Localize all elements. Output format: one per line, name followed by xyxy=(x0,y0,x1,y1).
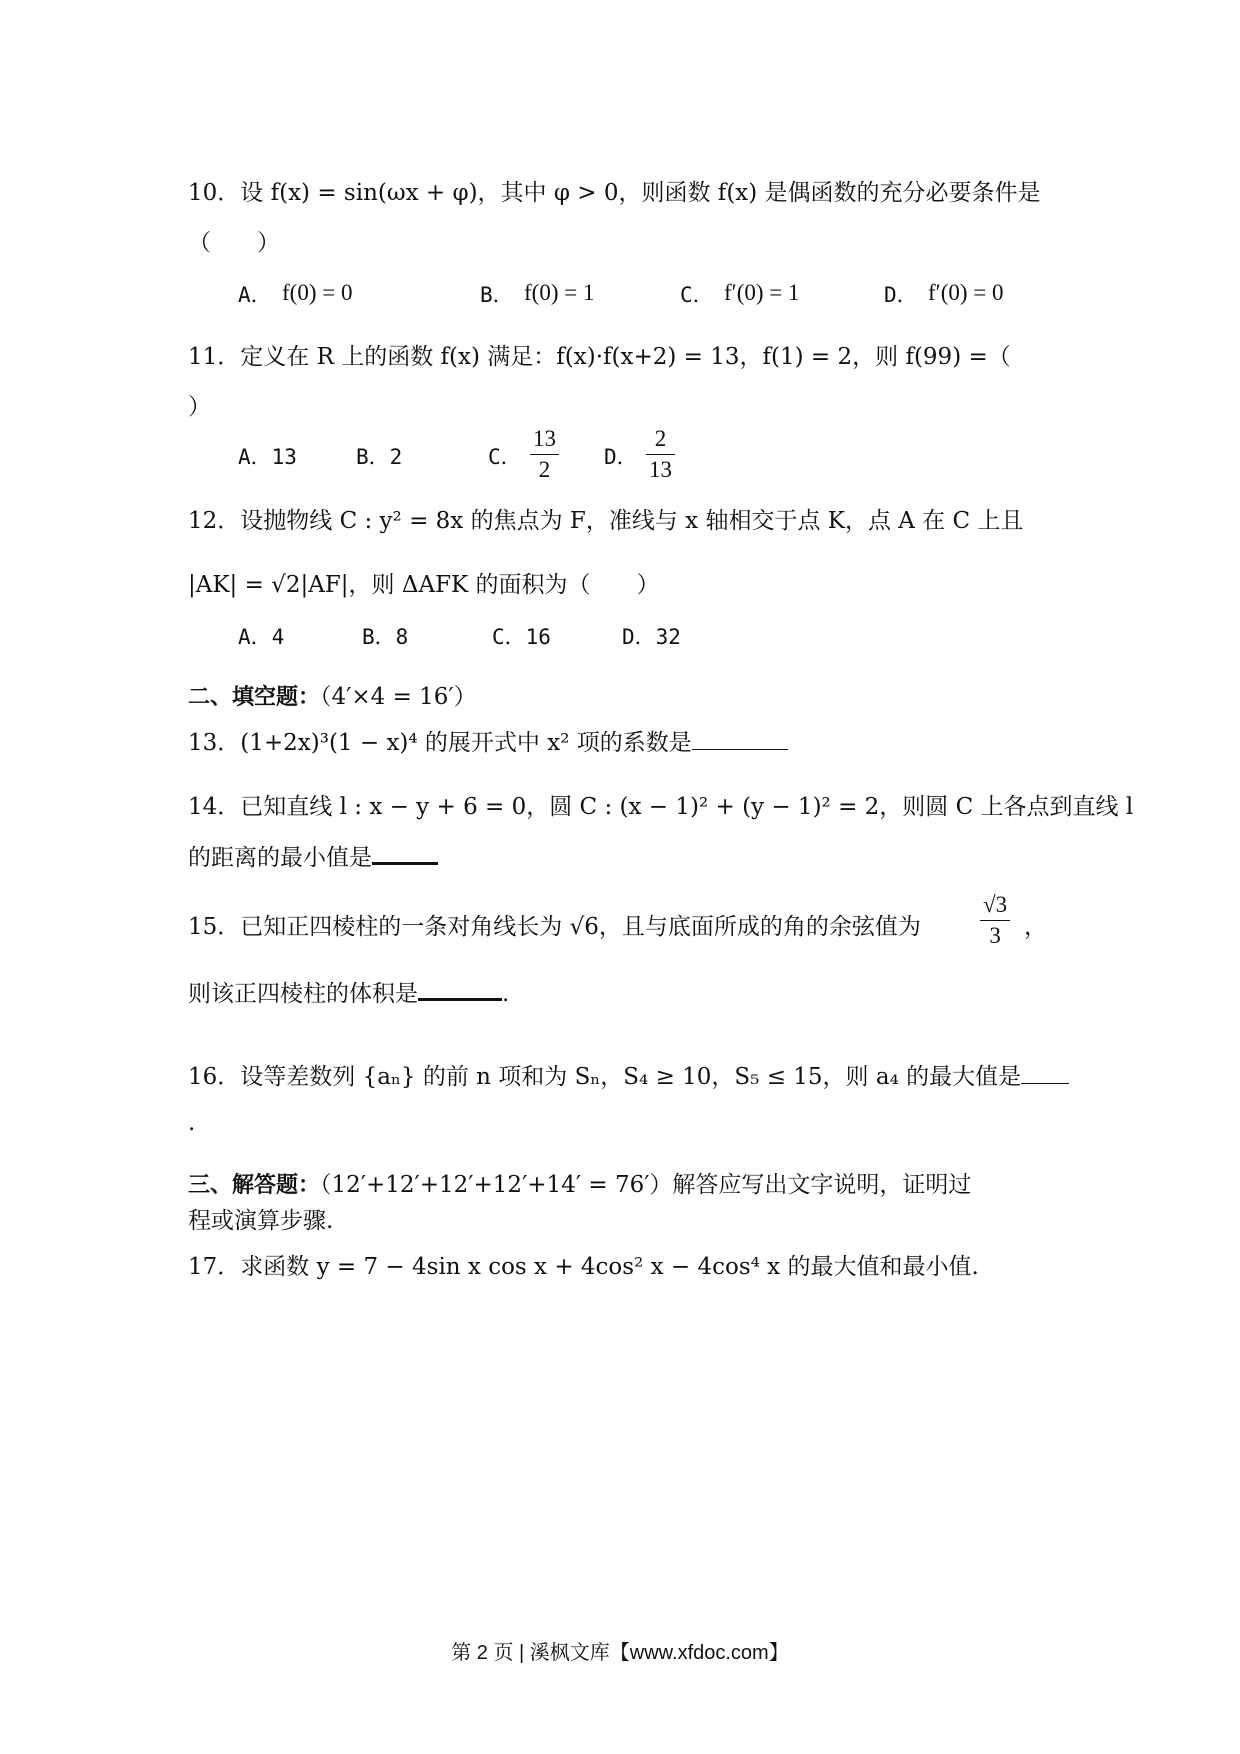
answer-paren: （ ） xyxy=(188,230,280,256)
question-number: 13． xyxy=(188,730,241,756)
question-15 xyxy=(188,910,921,944)
fraction-numerator: 2 xyxy=(646,424,675,455)
page-footer: 第 2 页 | 溪枫文库【www.xfdoc.com】 xyxy=(451,1642,789,1664)
question-text: 求函数 y = 7 − 4sin x cos x + 4cos² x − 4cos⁴ x 的最大值和最小值. xyxy=(240,1254,979,1280)
option-b-value: f(0) = 1 xyxy=(524,280,595,305)
question-number: 10． xyxy=(188,180,241,206)
question-number: 12． xyxy=(188,508,241,534)
fraction-denominator: 3 xyxy=(989,923,1001,948)
section-score: （12′+12′+12′+12′+14′ = 76′）解答应写出文字说明，证明过 xyxy=(320,1172,972,1198)
option-d-label: D． xyxy=(884,283,918,307)
question-text: (1+2x)³(1 − x)⁴ 的展开式中 x² 项的系数是 xyxy=(240,730,692,756)
question-10-stem xyxy=(188,176,1041,210)
option-d-label: D． xyxy=(604,445,638,469)
question-number: 17． xyxy=(188,1254,241,1280)
option-a-label: A． xyxy=(238,283,272,307)
option-d: D．32 xyxy=(622,625,681,649)
question-11-stem xyxy=(188,340,1011,374)
question-12-stem xyxy=(188,504,1023,538)
section-score: （4′×4 = 16′） xyxy=(320,684,477,710)
question-text: 则该正四棱柱的体积是 xyxy=(188,981,418,1007)
option-c: C．16 xyxy=(492,625,551,649)
punctuation: . xyxy=(188,1110,196,1136)
option-b: B．2 xyxy=(356,445,403,469)
question-15-cont xyxy=(188,976,509,1011)
fraction-numerator: 13 xyxy=(530,424,559,455)
option-c-value: f′(0) = 1 xyxy=(724,280,800,305)
option-a: A．4 xyxy=(238,625,285,649)
answer-blank[interactable] xyxy=(692,727,788,750)
option-c-label: C． xyxy=(680,283,714,307)
punctuation: ， xyxy=(1024,914,1047,940)
question-text: 设抛物线 C : y² = 8x 的焦点为 F，准线与 x 轴相交于点 K，点 A 在 C 上且 xyxy=(240,508,1024,534)
section-title: 三、解答题： xyxy=(188,1173,321,1198)
question-number: 16． xyxy=(188,1064,241,1090)
question-text: 设等差数列 {aₙ} 的前 n 项和为 Sₙ，S₄ ≥ 10，S₅ ≤ 15，则 a₄ 的最大值是 xyxy=(240,1064,1022,1090)
option-a: A．13 xyxy=(238,445,297,469)
question-text: 已知直线 l : x − y + 6 = 0，圆 C : (x − 1)² + (y − 1)² = 2，则圆 C 上各点到直线 l xyxy=(240,794,1134,820)
question-text: 设 f(x) = sin(ωx + φ)，其中 φ > 0，则函数 f(x) 是偶函数的充分必要条件是 xyxy=(240,180,1041,206)
fraction-numerator: √3 xyxy=(980,890,1010,921)
cosine-fraction xyxy=(980,890,1010,951)
option-c-fraction xyxy=(530,424,559,485)
section-3-heading xyxy=(188,1168,971,1203)
question-14 xyxy=(188,790,1133,824)
question-number: 11． xyxy=(188,344,241,370)
fraction-denominator: 13 xyxy=(649,457,672,482)
fraction-denominator: 2 xyxy=(538,457,551,482)
question-16 xyxy=(188,1060,1069,1094)
answer-blank[interactable] xyxy=(1021,1061,1069,1084)
section-2-heading xyxy=(188,680,477,715)
question-13 xyxy=(188,726,788,760)
option-d-value: f′(0) = 0 xyxy=(928,280,1004,305)
option-d-fraction xyxy=(646,424,675,485)
option-b-label: B． xyxy=(480,283,514,307)
option-b: B．8 xyxy=(362,625,409,649)
question-number: 14． xyxy=(188,794,241,820)
question-12-stem-cont: |AK| = √2|AF|，则 ΔAFK 的面积为（ ） xyxy=(188,572,660,598)
section-title: 二、填空题： xyxy=(188,685,321,710)
question-text: 定义在 R 上的函数 f(x) 满足：f(x)·f(x+2) = 13，f(1) = 2，则 f(99) =（ xyxy=(240,344,1011,370)
section-3-heading-cont: 程或演算步骤. xyxy=(188,1208,334,1234)
option-c-label: C． xyxy=(488,445,522,469)
question-number: 15． xyxy=(188,914,241,940)
answer-blank[interactable] xyxy=(418,976,502,1001)
option-a-value: f(0) = 0 xyxy=(282,280,353,305)
question-14-cont xyxy=(188,840,438,875)
question-text: 的距离的最小值是 xyxy=(188,845,372,871)
punctuation: . xyxy=(502,981,510,1007)
question-17 xyxy=(188,1250,979,1284)
answer-paren: ） xyxy=(188,394,211,420)
question-text: 已知正四棱柱的一条对角线长为 √6，且与底面所成的角的余弦值为 xyxy=(240,914,921,940)
answer-blank[interactable] xyxy=(372,840,438,865)
